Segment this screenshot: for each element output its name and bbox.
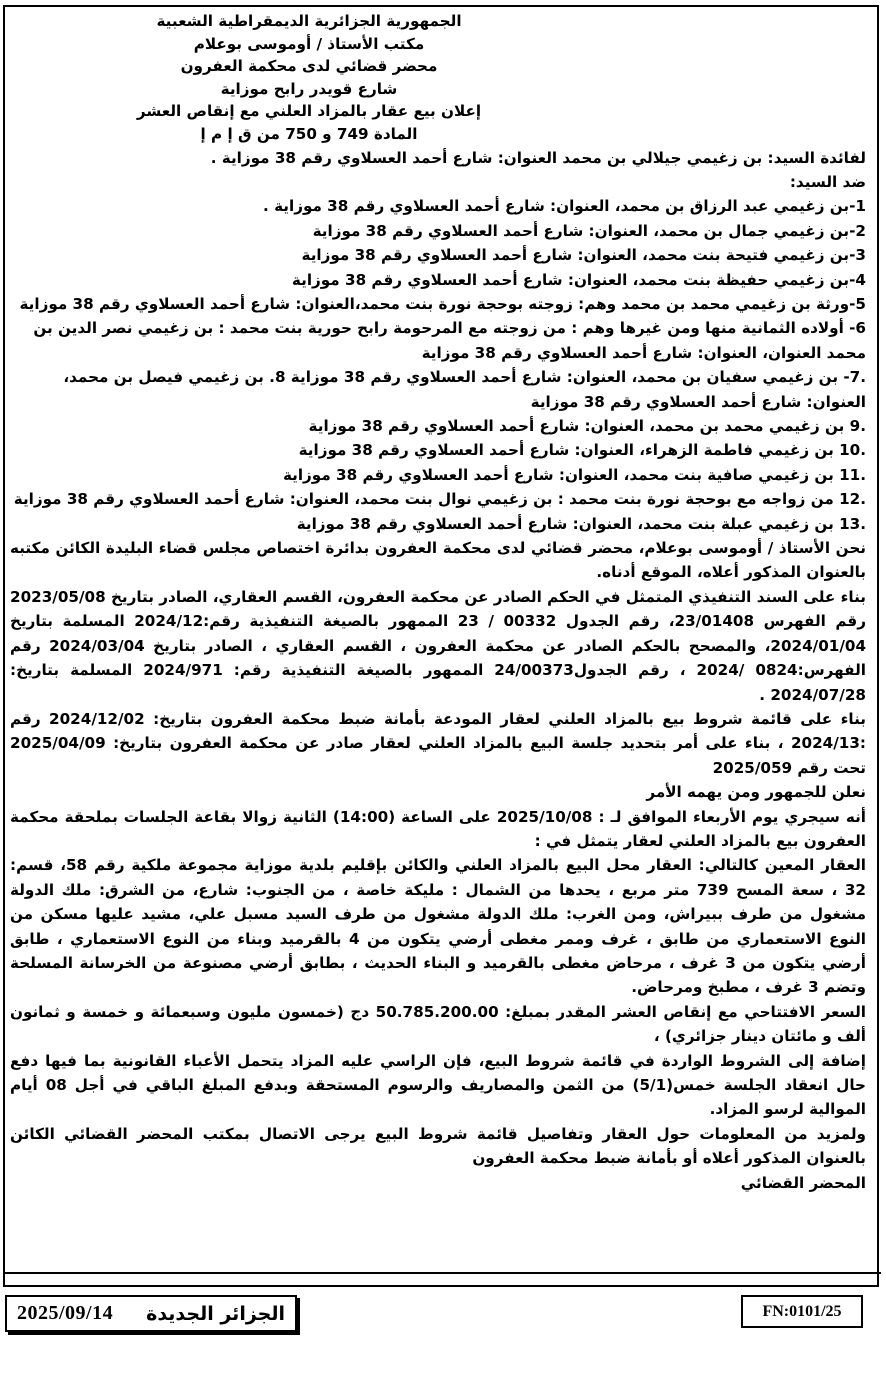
legal-basis-paragraph: بناء على السند التنفيذي المتمثل في الحكم الصادر عن محكمة العفرون، القسم العقاري، الصادر بتاريخ 2023/05/08 رقم الفهرس 23/01408، رقم الجدول 00332 / 23 الممهور بالصيغة التنفيذية رقم:2024/12 المسلمة بتاريخ 2024/01/04، والمصحح بالحكم الصادر عن محكمة العفرون ، القسم العقاري ، الصادر بتاريخ 2024/03/04 رقم الفهرس:0824 /2024 ، رقم الجدول24/00373 الممهور بالصيغة التنفيذية رقم: 2024/971 المسلمة بتاريخ: 2024/07/28 . [10, 587, 867, 704]
file-number-box [741, 1295, 863, 1328]
defendant-item: 4-بن زغيمي حفيظة بنت محمد، العنوان: شارع أحمد العسلاوي رقم 38 موزاية [291, 270, 866, 289]
defendant-item: .7- بن زغيمي سفيان بن محمد، العنوان: شارع أحمد العسلاوي رقم 38 موزاية 8. بن زغيمي فيصل بن محمد، العنوان: شارع أحمد العسلاوي رقم 38 موزاية [63, 368, 866, 411]
defendant-item: 3-بن زغيمي فتيحة بنت محمد، العنوان: شارع أحمد العسلاوي رقم 38 موزاية [301, 246, 866, 265]
auction-session-paragraph: أنه سيجري يوم الأربعاء الموافق لـ : 2025/10/08 على الساعة (14:00) الثانية زوالا بقاعة الجلسات بملحقة محكمة العفرون بيع بالمزاد العلني لعقار يتمثل في : [10, 807, 866, 850]
footer-separator [5, 1272, 881, 1274]
additional-terms: إضافة إلى الشروط الواردة في قائمة شروط البيع، فإن الراسي عليه المزاد يتحمل الأعباء القانونية بما فيها دفع حال انعقاد الجلسة خمس(5/1) من الثمن والمصاريف والرسوم المستحقة وبدفع المبلغ الباقي في أجل 08 أيام الموالية لرسو المزاد. [10, 1051, 867, 1119]
property-description: العقار المعين كالتالي: العقار محل البيع بالمزاد العلني والكائن بإقليم بلدية موزاية مجموعة ملكية رقم 58، قسم: 32 ، سعة المسح 739 متر مربع ، يحدها من الشمال : مليكة خاصة ، من الجنوب: شارع، من الشرق: ملك الدولة مشغول من طرف ببيراش، ومن الغرب: ملك الدولة مشغول من طرف السيد مسبل علي، مشيد عليها مسكن من النوع الاستعماري من طابق ، غرف وممر مغطى أرضي يتكون من 4 بالقرميد وبناء من النوع الاستعماري ، طابق أرضي يتكون من 3 غرف ، مرحاض مغطى بالقرميد و البناء الحديث ، بطابق أرضي مصنوعة من الخرسانة المسلحة وتضم 3 غرف ، مطبخ ومرحاض. [10, 856, 867, 997]
sale-conditions-paragraph: بناء على قائمة شروط بيع بالمزاد العلني لعقار المودعة بأمانة ضبط محكمة العفرون بتاريخ: 2024/12/02 رقم :2024/13 ، بناء على أمر بتحديد جلسة البيع بالمزاد العلني لعقار صادر عن محكمة العفرون بتاريخ: 2025/04/09 تحت رقم 2025/059 [10, 709, 866, 777]
defendant-item: 6- أولاده الثمانية منها ومن غيرها وهم : من زوجته مع المرحومة رابح حورية بنت محمد : بن زغيمي نصر الدين بن محمد العنوان، العنوان: شارع أحمد العسلاوي رقم 38 موزاية [33, 319, 866, 362]
bailiff-paragraph: نحن الأستاذ / أوموسى بوعلام، محضر قضائي لدى محكمة العفرون بدائرة اختصاص مجلس قضاء البليدة الكائن مكتبه بالعنوان المذكور أعلاه، الموقع أدناه. [10, 539, 866, 582]
defendant-item: 2-بن زغيمي جمال بن محمد، العنوان: شارع أحمد العسلاوي رقم 38 موزاية [312, 221, 866, 240]
header-address: شارع قويدر رابح موزاية [220, 79, 398, 98]
defendant-item: .11 بن زغيمي صافية بنت محمد، العنوان: شارع أحمد العسلاوي رقم 38 موزاية [282, 465, 866, 484]
defendant-item: .10 بن زغيمي فاطمة الزهراء، العنوان: شارع أحمد العسلاوي رقم 38 موزاية [298, 441, 866, 460]
opening-price: السعر الافتتاحي مع إنقاص العشر المقدر بمبلغ: 50.785.200.00 دج (خمسون مليون وسبعمائة و خمسة و ثمانون ألف و مائتان دينار جزائري) ، [10, 1002, 866, 1046]
announcement-body [10, 10, 866, 1195]
newspaper-name: الجزائر الجديدة [146, 1302, 285, 1325]
header-block [10, 10, 866, 146]
publication-date: 2025/09/14 [17, 1302, 114, 1324]
defendant-item: 5-ورثة بن زغيمي محمد بن محمد وهم: زوجته بوحجة نورة بنت محمد،العنوان: شارع أحمد العسلاوي رقم 38 موزاية [19, 295, 866, 313]
defendant-item: .13 بن زغيمي عبلة بنت محمد، العنوان: شارع أحمد العسلاوي رقم 38 موزاية [296, 514, 866, 533]
contact-info: ولمزيد من المعلومات حول العقار وتفاصيل قائمة شروط البيع يرجى الاتصال بمكتب المحضر القضائي الكائن بالعنوان المذكور أعلاه أو بأمانة ضبط محكمة العفرون [10, 1124, 866, 1168]
header-republic: الجمهورية الجزائرية الديمقراطية الشعبية [156, 12, 462, 30]
public-notice-line: نعلن للجمهور ومن يهمه الأمر [646, 783, 866, 802]
against-label: ضد السيد: [789, 172, 866, 191]
signature: المحضر القضائي [740, 1173, 866, 1192]
header-bailiff: محضر قضائي لدى محكمة العفرون [180, 57, 438, 76]
header-articles: المادة 749 و 750 من ق إ م إ [200, 124, 418, 143]
beneficiary-line: لفائدة السيد: بن زغيمي جيلالي بن محمد العنوان: شارع أحمد العسلاوي رقم 38 موزاية . [210, 148, 866, 167]
defendant-item: .9 بن زغيمي محمد بن محمد، العنوان: شارع أحمد العسلاوي رقم 38 موزاية [308, 417, 866, 436]
header-office: مكتب الأستاذ / أوموسى بوعلام [193, 34, 425, 53]
newspaper-date-box [5, 1295, 297, 1332]
defendant-item: .12 من زواجه مع بوحجة نورة بنت محمد : بن زغيمي نوال بنت محمد، العنوان: شارع أحمد العسلاوي رقم 38 موزاية [13, 490, 866, 509]
announcement-title: إعلان بيع عقار بالمزاد العلني مع إنقاص العشر [136, 102, 482, 121]
defendant-item: 1-بن زغيمي عبد الرزاق بن محمد، العنوان: شارع أحمد العسلاوي رقم 38 موزاية . [263, 197, 866, 216]
file-number: FN:0101/25 [762, 1302, 842, 1320]
